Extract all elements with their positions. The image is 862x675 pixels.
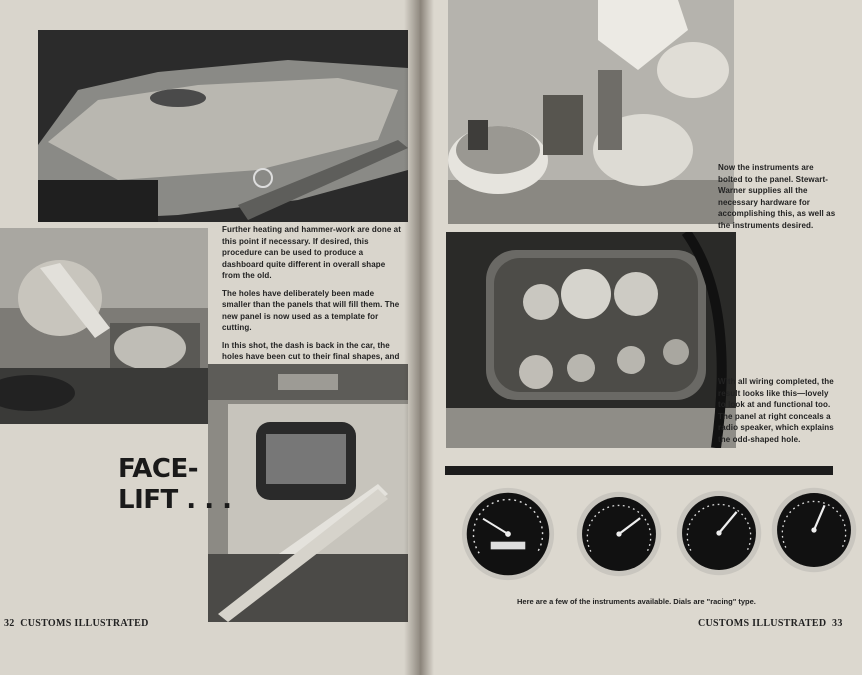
left-caption-3: In this shot, the dash is back in the car, the holes have been cut to their final shapes, and <box>222 340 400 361</box>
left-caption-2: The holes have deliberately been made smaller than the panels that will fill them. The new panel is now used as a template for cutting. <box>222 288 400 332</box>
tachometer-icon <box>460 486 556 582</box>
right-running-title: CUSTOMS ILLUSTRATED <box>698 618 827 629</box>
water-temp-gauge-icon <box>770 486 858 574</box>
left-page <box>0 0 418 675</box>
right-caption-1-block <box>718 162 838 237</box>
right-folio: 33 <box>832 618 843 629</box>
left-footer <box>4 618 149 629</box>
right-caption-2: With all wiring completed, the result looks like this—lovely to look at and functional too. The panel at right conceals a radio speaker, which explains the odd-shaped hole. <box>718 377 834 444</box>
left-running-title: CUSTOMS ILLUSTRATED <box>20 618 149 629</box>
instruments-bolted-photo <box>448 0 734 224</box>
headline-line-1: FACE- <box>118 454 199 484</box>
dashboard-panel-photo <box>38 30 408 222</box>
oil-temp-gauge-icon <box>575 490 663 578</box>
right-caption-2-block <box>718 376 838 451</box>
gauges-caption: Here are a few of the instruments available. Dials are "racing" type. <box>517 597 756 606</box>
left-folio: 32 <box>4 618 15 629</box>
book-gutter <box>404 0 434 675</box>
face-lift-headline <box>118 454 232 516</box>
oil-pressure-gauge-icon <box>675 489 763 577</box>
left-caption-column <box>222 224 404 380</box>
left-caption-1: Further heating and hammer-work are done at this point if necessary. If desired, this procedure can be used to produce a dashboard quite different in overall shape from the old. <box>222 225 401 280</box>
right-caption-1: Now the instruments are bolted to the panel. Stewart-Warner supplies all the necessary hardware for accomplishing this, as well as the instruments desired. <box>718 163 836 230</box>
finished-dash-photo <box>446 232 736 448</box>
divider-bar <box>445 466 833 475</box>
dash-in-car-photo <box>208 364 408 622</box>
right-footer <box>698 618 843 629</box>
hammer-work-photo <box>0 228 208 424</box>
headline-line-2: LIFT . . . <box>118 485 232 515</box>
